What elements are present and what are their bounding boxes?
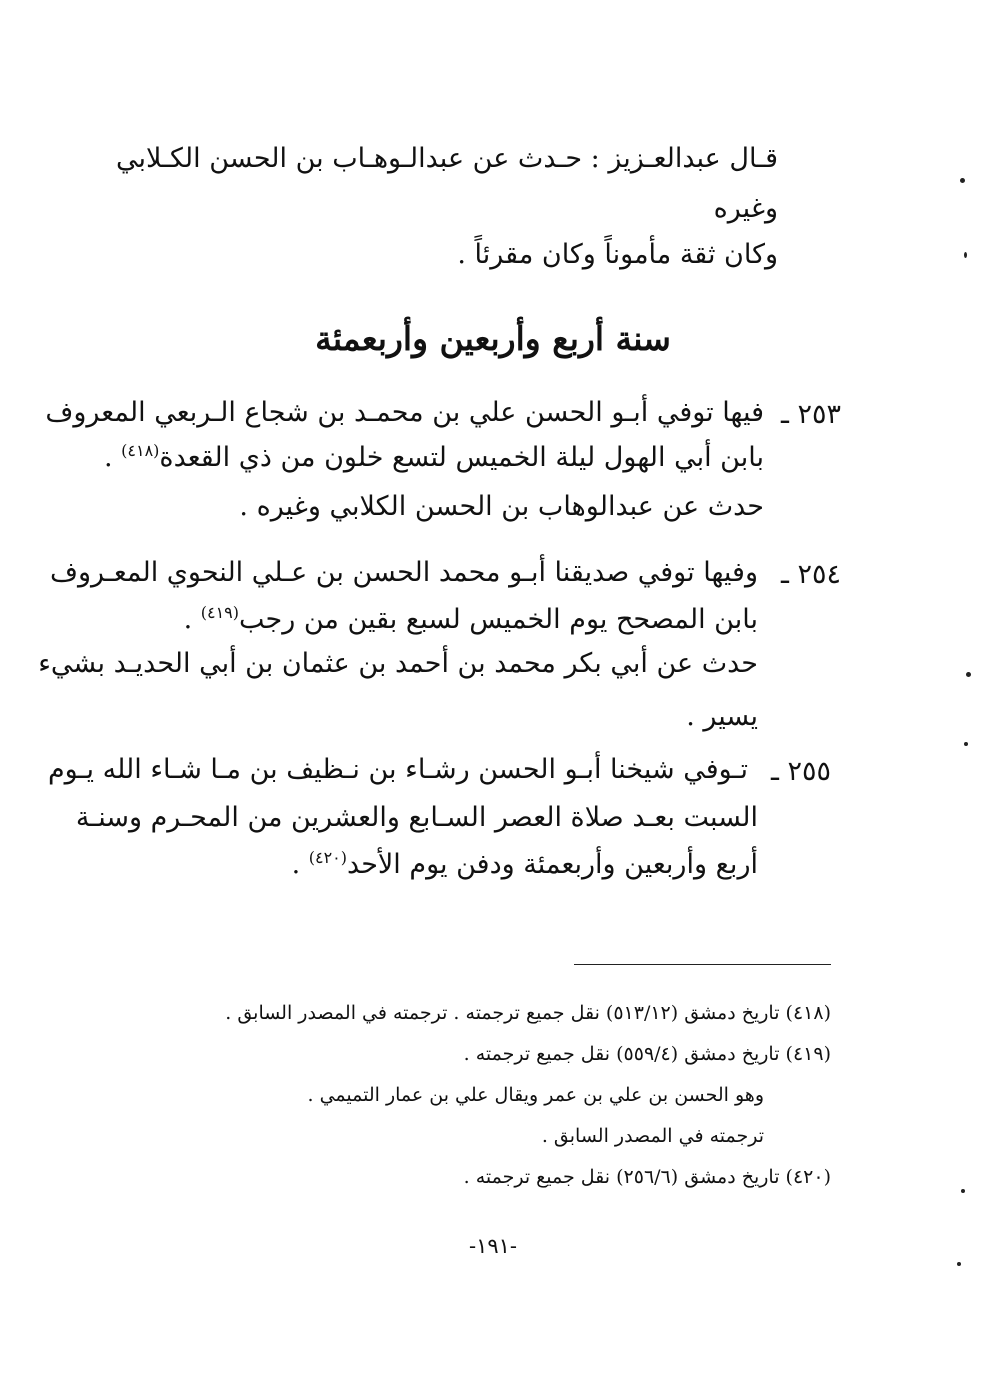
scan-speck: [966, 672, 971, 677]
entry-text-end: .: [103, 442, 122, 473]
footnote-419: (٤١٩) تاريخ دمشق (٥٥٩/٤) نقل جميع ترجمته .: [463, 1043, 831, 1065]
entry-line: حدث عن أبي بكر محمد بن أحمد بن عثمان بن أبي الحديـد بشيء: [38, 648, 758, 679]
intro-line-1: قـال عبدالعـزيز : حـدث عن عبدالـوهـاب بن الحسن الكـلابي: [115, 143, 778, 174]
scan-speck: [961, 1189, 965, 1193]
entry-text: أربع وأربعين وأربعمئة ودفن يوم الأحد: [347, 849, 758, 880]
scan-speck: [964, 742, 968, 746]
entry-line: يسير .: [686, 701, 758, 732]
entry-text-end: .: [291, 849, 309, 880]
footnote-419-continuation: ترجمته في المصدر السابق .: [541, 1125, 764, 1147]
entry-line: السبت بعـد صلاة العصر السـابع والعشرين من المحـرم وسنـة: [75, 802, 758, 833]
footnote-marker: (٤٢٠): [308, 848, 348, 867]
section-heading: سنة أربع وأربعين وأربعمئة: [315, 319, 671, 358]
entry-text: بابن أبي الهول ليلة الخميس لتسع خلون من ذي القعدة: [159, 442, 764, 473]
intro-line-3: وكان ثقة مأموناً وكان مقرئاً .: [457, 239, 778, 270]
entry-number: ٢٥٣ ـ: [780, 399, 841, 430]
footnote-marker: (٤١٨): [121, 441, 160, 460]
footnote-418: (٤١٨) تاريخ دمشق (٥١٣/١٢) نقل جميع ترجمته . ترجمته في المصدر السابق .: [225, 1002, 831, 1024]
entry-text-end: .: [183, 604, 201, 635]
scan-speck: [957, 1262, 961, 1266]
footnote-separator: [574, 964, 831, 965]
scan-speck: [964, 252, 967, 258]
entry-number: ٢٥٤ ـ: [780, 559, 841, 590]
entry-number: ٢٥٥ ـ: [770, 756, 831, 787]
entry-line: حدث عن عبدالوهاب بن الحسن الكلابي وغيره .: [239, 491, 764, 522]
page-number: -١٩١-: [468, 1234, 518, 1258]
scan-speck: [960, 178, 965, 183]
footnote-420: (٤٢٠) تاريخ دمشق (٢٥٦/٦) نقل جميع ترجمته .: [463, 1166, 831, 1188]
footnote-marker: (٤١٩): [200, 603, 240, 622]
entry-line: فيها توفي أبـو الحسن علي بن محمـد بن شجاع الـربعي المعروف: [45, 397, 764, 428]
entry-line-with-footnote: [118, 603, 758, 637]
entry-line: تـوفي شيخنا أبـو الحسن رشـاء بن نـظيف بن مـا شـاء الله يـوم: [47, 754, 748, 785]
entry-text: بابن المصحح يوم الخميس لسبع بقين من رجب: [239, 604, 758, 635]
entry-line-with-footnote: [103, 441, 764, 475]
entry-line-with-footnote: [118, 848, 758, 882]
intro-line-2: وغيره: [713, 193, 778, 224]
entry-line: وفيها توفي صديقنا أبـو محمد الحسن بن عـلي النحوي المعـروف: [50, 557, 758, 588]
footnote-419-continuation: وهو الحسن بن علي بن عمر ويقال علي بن عمار التميمي .: [307, 1084, 764, 1106]
